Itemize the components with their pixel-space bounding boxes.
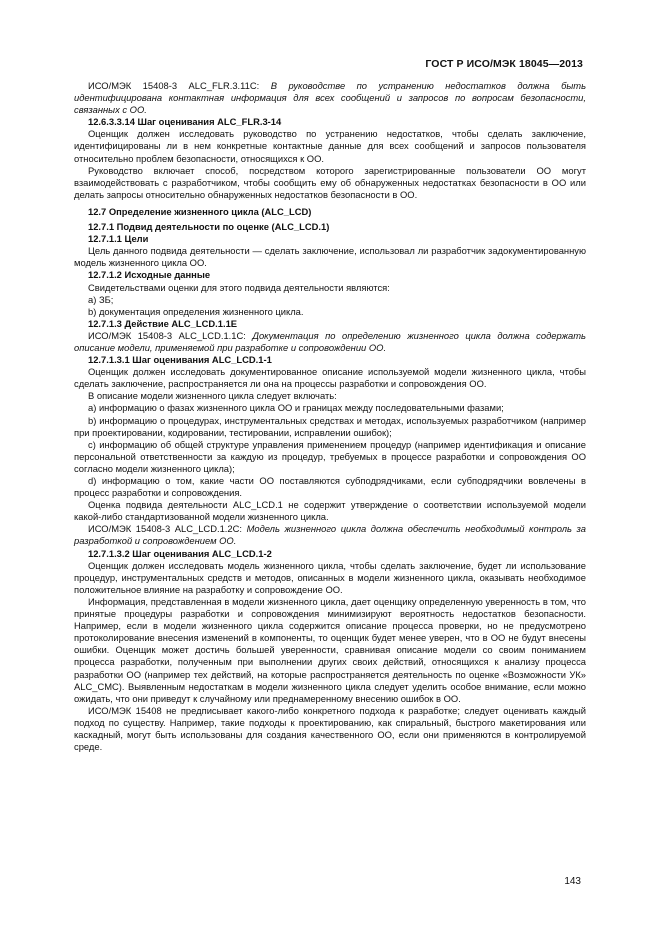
requirement-ref: ИСО/МЭК 15408-3 ALC_LCD.1.1С: (88, 329, 253, 341)
body-paragraph: ИСО/МЭК 15408 не предписывает какого-либо конкретного подхода к разработке; следует оценивать каждый подход по существу. Например, такие подходы к проектированию, как спиральный, быстрого макетирования или каскадный, могут быть использованы для создания качественного ОО, если они применяются в контролируемой среде. (74, 704, 586, 753)
body-paragraph: Руководство включает способ, посредством которого зарегистрированные пользователи ОО могут взаимодействовать с разработчиком, чтобы сообщить ему об обнаруженных недостатках безопасности в ОО или делать запросы относительно обнаруженных недостатков безопасности в ОО. (74, 164, 586, 200)
list-item: b) документация определения жизненного цикла. (88, 305, 304, 317)
heading-input-data: 12.7.1.2 Исходные данные (88, 269, 211, 281)
list-item: b) информацию о процедурах, инструментальных средствах и методах, используемых разработчиком (например при проектировании, кодировании, тестировании, исправлении ошибок); (74, 414, 586, 438)
body-paragraph: Оценщик должен исследовать документированное описание используемой модели жизненного цикла, чтобы сделать заключение, распространяется ли она на процессы разработки и сопровождения ОО. (74, 366, 586, 390)
step-heading-alc-lcd-1-1: 12.7.1.3.1 Шаг оценивания ALC_LCD.1-1 (88, 354, 272, 366)
requirement-alc-flr-3-11c (74, 80, 586, 116)
body-paragraph: Оценщик должен исследовать руководство по устранению недостатков, чтобы сделать заключение, идентифицированы ли в нем конкретные контактные данные для всех сообщений и запросов пользователя относительно проблем безопасности, относящихся к ОО. (74, 128, 586, 164)
requirement-alc-lcd-1-2c (74, 523, 586, 547)
list-item: a) информацию о фазах жизненного цикла ОО и границах между последовательными фазами; (88, 402, 504, 414)
page-number: 143 (564, 876, 581, 887)
subsection-heading-12-7-1: 12.7.1 Подвид деятельности по оценке (ALC_LCD.1) (88, 221, 330, 233)
list-item: c) информацию об общей структуре управления применением процедур (например идентификация и описание персональной ответственности за каждую из процедур, требуемых в процессе разработки и сопровождения ОО согласно модели жизненного цикла); (74, 438, 586, 474)
requirement-alc-lcd-1-1c (74, 330, 586, 354)
document-body (74, 80, 586, 753)
heading-goals: 12.7.1.1 Цели (88, 233, 149, 245)
requirement-ref: ИСО/МЭК 15408-3 ALC_LCD.1.2С: (88, 523, 247, 535)
section-heading-12-7: 12.7 Определение жизненного цикла (ALC_LCD) (88, 205, 312, 217)
list-item: a) ЗБ; (88, 293, 114, 305)
requirement-text: Документация по определению жизненного цикла должна содержать описание модели, применяемой при разработке и сопровождении ОО. (74, 329, 586, 353)
requirement-text: В руководстве по устранению недостатков должна быть идентифицирована контактная информация для всех сообщений и запросов по вопросам безопасности, связанных с ОО. (74, 80, 586, 116)
body-paragraph: Цель данного подвида деятельности — сделать заключение, использовал ли разработчик задокументированную модель жизненного цикла ОО. (74, 245, 586, 269)
body-paragraph: Оценка подвида деятельности ALC_LCD.1 не содержит утверждение о соответствии используемой модели какой-либо стандартизованной модели жизненного цикла. (74, 499, 586, 523)
body-paragraph: Свидетельствами оценки для этого подвида деятельности являются: (88, 281, 390, 293)
requirement-text: Модель жизненного цикла должна обеспечить необходимый контроль за разработкой и сопровождением ОО. (74, 523, 586, 547)
step-heading-alc-lcd-1-2: 12.7.1.3.2 Шаг оценивания ALC_LCD.1-2 (88, 547, 272, 559)
heading-action-alc-lcd-1-1e: 12.7.1.3 Действие ALC_LCD.1.1Е (88, 317, 238, 329)
requirement-ref: ИСО/МЭК 15408-3 ALC_FLR.3.11С: (88, 80, 271, 91)
body-paragraph: В описание модели жизненного цикла следует включать: (88, 390, 337, 402)
list-item: d) информацию о том, какие части ОО поставляются субподрядчиками, если субподрядчики вовлечены в процесс разработки и сопровождения. (74, 475, 586, 499)
body-paragraph: Информация, представленная в модели жизненного цикла, дает оценщику определенную уверенность в том, что принятые процедуры разработки и сопровождения минимизируют вероятность недостатков безопасности. Например, если в модели жизненного цикла содержится описание процесса проверки, но не предусмотрено протоколирование внесения изменений в компоненты, то оценщик будет менее уверен, что в ОО не будут внесены ошибки. Оценщик может достичь большей уверенности, сравнивая описание модели со своим пониманием процесса разработки, полученным при выполнении других своих действий, относящихся к анализу процесса разработки ОО (например тех действий, на которые распространяется деятельность по оценке «Возможности УК» ALC_CMC). Выявленным недостаткам в модели жизненного цикла следует уделить особое внимание, если можно ожидать, что они приведут к случайному или преднамеренному внесению ошибок в ОО. (74, 595, 586, 704)
page-header: ГОСТ Р ИСО/МЭК 18045—2013 (425, 58, 583, 70)
body-paragraph: Оценщик должен исследовать модель жизненного цикла, чтобы сделать заключение, будет ли использование процедур, инструментальных средств и методов, описанных в модели жизненного цикла, оказывать необходимое положительное влияние на разработку и сопровождение ОО. (74, 559, 586, 595)
step-heading-alc-flr-3-14: 12.6.3.3.14 Шаг оценивания ALC_FLR.3-14 (88, 116, 282, 128)
